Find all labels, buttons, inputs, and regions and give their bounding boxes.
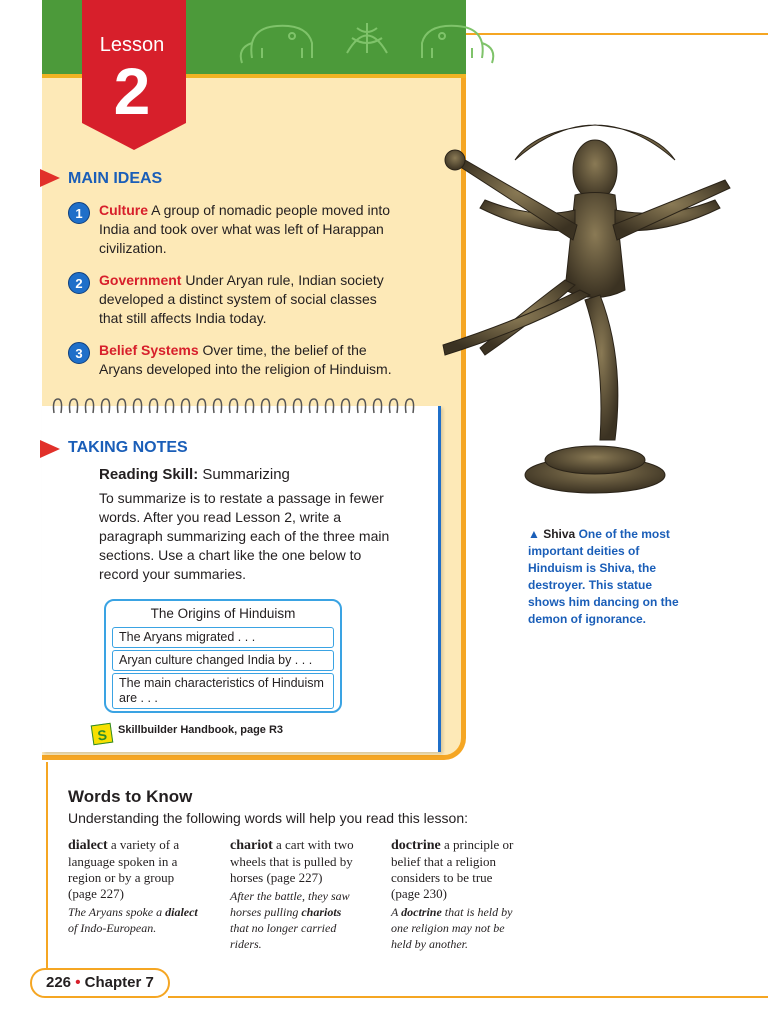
example-text: A <box>391 905 402 919</box>
idea-text: A group of nomadic people moved into India and took over what was left of Harappan civilization. <box>99 202 391 256</box>
skillbuilder-icon: S <box>91 723 114 746</box>
vocab-term: doctrine <box>391 838 441 853</box>
triangle-icon: ▲ <box>528 527 544 541</box>
origins-chart <box>104 599 342 713</box>
vocab-example <box>230 888 362 952</box>
shiva-statue-image <box>425 100 765 510</box>
origins-chart-row: The Aryans migrated . . . <box>112 627 334 648</box>
vocab-example <box>68 904 200 936</box>
idea-key: Belief Systems <box>99 342 199 358</box>
words-to-know-intro: Understanding the following words will help you read this lesson: <box>68 810 468 826</box>
example-text: that is held by one religion may not be held by another. <box>391 905 513 951</box>
vocab-term: dialect <box>68 838 108 853</box>
main-idea-2 <box>68 271 398 331</box>
number-2-icon: 2 <box>68 272 90 294</box>
lesson-number: 2 <box>113 54 151 128</box>
vocab-entry-dialect <box>68 837 200 936</box>
vocab-entry-doctrine <box>391 837 523 952</box>
example-text: that no longer carried riders. <box>230 921 337 951</box>
vocab-definition: a cart with two wheels that is pulled by horses (page 227) <box>230 837 354 885</box>
lesson-label: Lesson <box>99 34 165 56</box>
origins-chart-row: Aryan culture changed India by . . . <box>112 650 334 671</box>
main-ideas-arrow-icon <box>40 169 60 187</box>
idea-key: Government <box>99 272 182 288</box>
statue-caption <box>528 526 688 628</box>
idea-text: Under Aryan rule, Indian society developed a distinct system of social classes that still affects India today. <box>99 272 384 326</box>
vocab-term: chariot <box>230 838 273 853</box>
page-margin-rule <box>46 762 48 980</box>
example-term: dialect <box>165 905 198 919</box>
elephant-motif-icon <box>232 8 502 68</box>
page-number: 226 <box>46 974 72 991</box>
top-rule <box>465 33 768 35</box>
chapter-label: Chapter 7 <box>84 974 154 991</box>
summary-instructions: To summarize is to restate a passage in fewer words. After you read Lesson 2, write a paragraph summarizing each of the three main sections. Use a chart like the one below to record your summaries. <box>99 490 390 582</box>
origins-chart-title: The Origins of Hinduism <box>150 606 296 621</box>
reading-skill-title <box>99 466 290 483</box>
vocab-definition: a principle or belief that a religion considers to be true (page 230) <box>391 837 514 901</box>
footer-rule <box>168 996 768 998</box>
idea-key: Culture <box>99 202 148 218</box>
vocab-entry-chariot <box>230 837 362 952</box>
vocab-definition: a variety of a language spoken in a region or by a group (page 227) <box>68 837 180 901</box>
vocab-example <box>391 904 523 952</box>
main-ideas-heading: MAIN IDEAS <box>68 170 163 187</box>
main-idea-1 <box>68 201 398 261</box>
caption-text: One of the most important deities of Hinduism is Shiva, the destroyer. This statue shows him dancing on the demon of ignorance. <box>528 527 679 626</box>
example-text: of Indo-European. <box>68 921 157 935</box>
reading-skill-label: Reading Skill: <box>99 466 199 483</box>
example-term: chariots <box>301 905 342 919</box>
reading-skill-name: Summarizing <box>198 466 290 483</box>
separator-bullet: • <box>71 974 85 991</box>
page-number-badge <box>30 968 170 998</box>
spiral-binding-icon <box>48 393 420 417</box>
origins-chart-row: The main characteristics of Hinduism are . . . <box>112 673 334 709</box>
main-idea-3 <box>68 341 398 381</box>
caption-label: Shiva <box>543 527 576 541</box>
number-3-icon: 3 <box>68 342 90 364</box>
skillbuilder-reference: Skillbuilder Handbook, page R3 <box>118 724 284 736</box>
idea-text: Over time, the belief of the Aryans developed into the religion of Hinduism. <box>99 342 392 377</box>
example-text: The Aryans spoke a <box>68 905 166 919</box>
example-term: doctrine <box>401 905 442 919</box>
taking-notes-heading: TAKING NOTES <box>68 439 188 456</box>
example-text: After the battle, they saw horses pulling <box>230 889 350 919</box>
taking-notes-arrow-icon <box>40 440 60 458</box>
number-1-icon: 1 <box>68 202 90 224</box>
words-to-know-heading: Words to Know <box>68 787 193 806</box>
